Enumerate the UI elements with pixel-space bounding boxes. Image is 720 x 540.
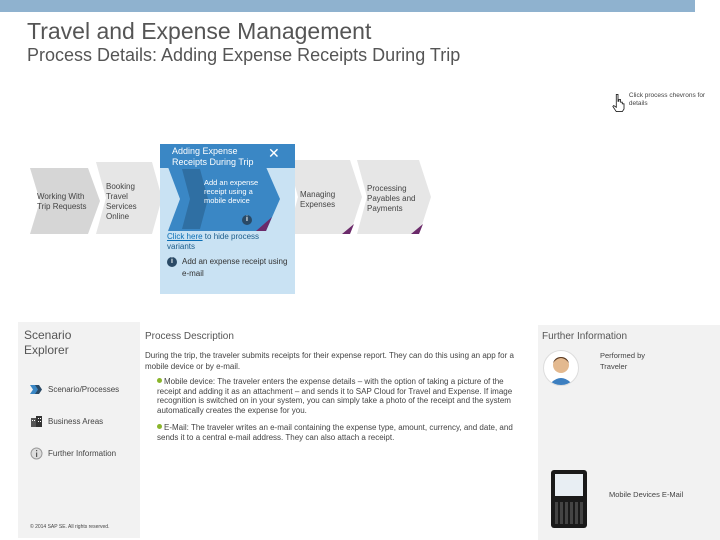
chevron-working-with-trip-requests[interactable] <box>30 168 100 234</box>
bullet-icon <box>157 424 162 429</box>
sidebar-item-scenario-processes[interactable] <box>30 383 119 396</box>
bullet-icon <box>157 378 162 383</box>
close-icon[interactable]: ✕ <box>268 145 280 161</box>
sidebar-item-label: Scenario/Processes <box>48 385 120 394</box>
info-icon[interactable]: i <box>242 215 252 225</box>
chevron-label: Working With Trip Requests <box>37 192 87 211</box>
sidebar-item-further-information[interactable] <box>30 447 116 460</box>
page-title: Travel and Expense Management <box>27 18 372 44</box>
info-icon[interactable]: i <box>167 257 177 267</box>
mobile-devices-label: Mobile Devices E-Mail <box>609 490 684 499</box>
hand-pointer-icon <box>612 92 625 114</box>
email-variant-item[interactable]: Add an expense receipt using e-mail <box>182 257 288 278</box>
description-bullet <box>157 423 522 442</box>
description-bullet <box>157 377 522 415</box>
sidebar-title: Scenario Explorer <box>24 328 72 357</box>
mobile-phone-image <box>551 470 587 528</box>
copyright-text: © 2014 SAP SE. All rights reserved. <box>30 524 110 530</box>
page-subtitle: Process Details: Adding Expense Receipts During Trip <box>27 45 461 65</box>
chevron-label: Processing Payables and Payments <box>367 184 416 213</box>
active-step-label: Add an expense receipt using a mobile device <box>204 178 259 205</box>
process-description-title: Process Description <box>145 331 234 342</box>
person-icon <box>544 351 578 385</box>
hint-text: Click process chevrons for details <box>628 92 706 107</box>
phone-keyboard <box>555 502 583 524</box>
sidebar-item-label: Further Information <box>48 449 117 458</box>
top-accent-bar <box>0 0 695 12</box>
chevron-label: Managing Expenses <box>300 190 336 209</box>
chevron-processing-payables[interactable] <box>357 160 431 234</box>
traveler-avatar <box>543 350 579 386</box>
phone-screen <box>555 474 583 496</box>
process-description-intro: During the trip, the traveler submits receipts for their expense report. They can do this using an app for a mobile device or by e-mail. <box>145 351 514 371</box>
sidebar-item-label: Business Areas <box>48 417 104 426</box>
bullet-text: E-Mail: The traveler writes an e-mail containing the expense type, amount, currency, and date, and sends it to a central e-mail address. They can also attach a receipt. <box>157 423 513 442</box>
chevron-managing-expenses[interactable] <box>288 160 362 234</box>
click-here-link[interactable]: Click here <box>167 232 203 241</box>
sidebar-item-business-areas[interactable] <box>30 415 103 428</box>
link-rest-text: to hide process variants <box>167 232 260 251</box>
further-information-title: Further Information <box>542 331 628 342</box>
info-icon <box>30 447 43 460</box>
building-icon <box>30 415 43 428</box>
chevron-hint <box>612 92 712 114</box>
chevron-label: Booking Travel Services Online <box>106 182 137 221</box>
chevron-process-icon <box>30 383 43 396</box>
bullet-text: Mobile device: The traveler enters the expense details – with the option of taking a picture of the receipt and adding it as an attachment – and sends it to SAP Cloud for Travel and Expense. If image recognition is switched on in your system, you can simply take a photo of the receipt and the system automatically creates the expense for you. <box>157 377 513 415</box>
performed-by-text: Performed by Traveler <box>600 351 646 371</box>
hide-variants-link[interactable] <box>167 232 282 252</box>
chevron-booking-travel-services[interactable] <box>96 162 162 234</box>
panel-header-title: Adding Expense Receipts During Trip <box>172 146 254 167</box>
